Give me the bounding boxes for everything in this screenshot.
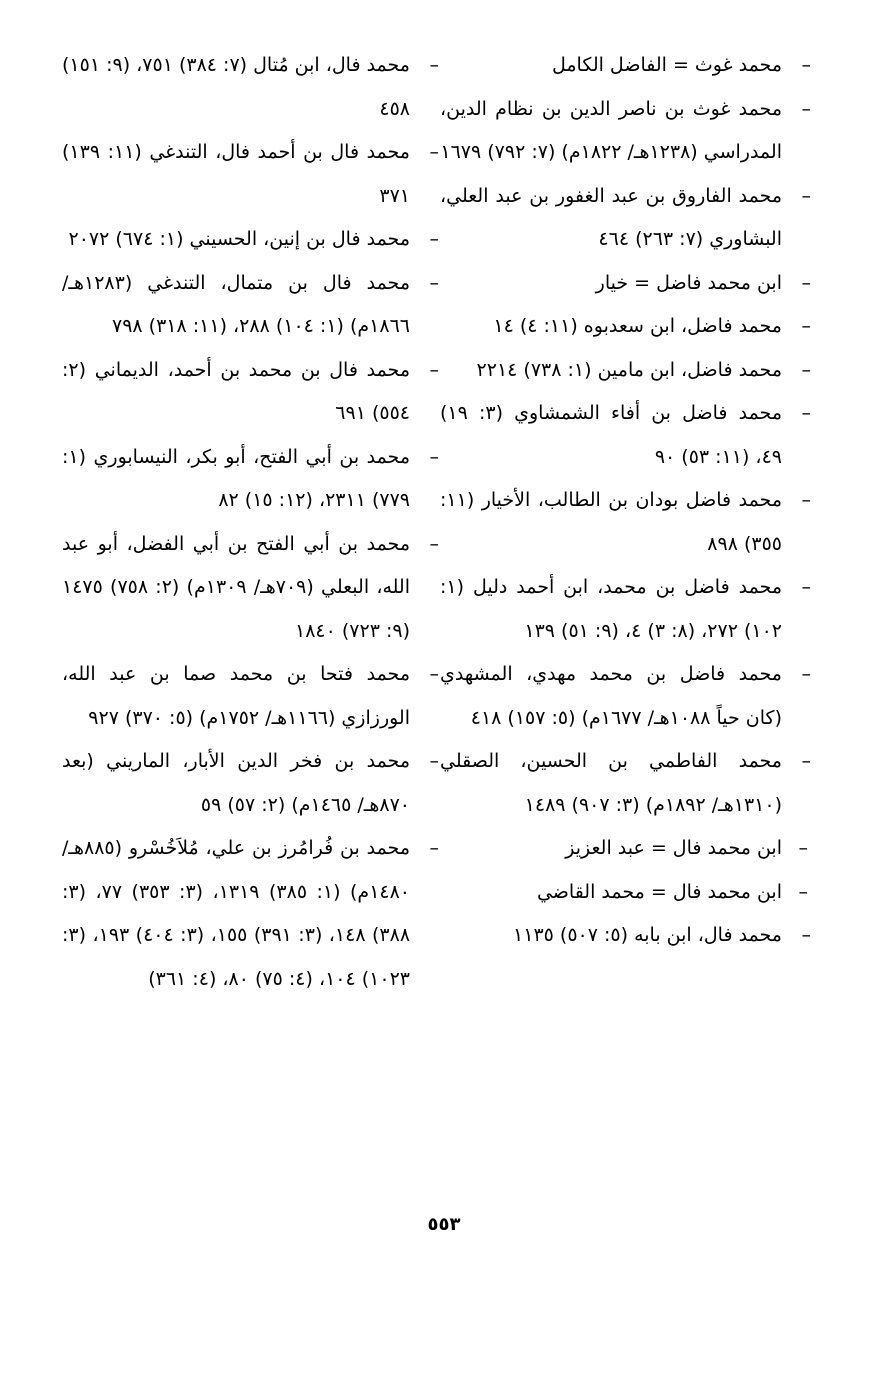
index-entry xyxy=(62,740,439,827)
entry-text: محمد الفاروق بن عبد الغفور بن عبد العلي، البشاوري (٧: ٢٦٣) ٤٦٤ xyxy=(440,184,782,250)
index-entry xyxy=(440,479,811,566)
entry-dash: – xyxy=(429,54,439,76)
entry-text: ابن محمد فال = عبد العزيز xyxy=(565,837,782,859)
entry-text: محمد فاضل بن محمد، ابن أحمد دليل (١: ١٠٢) ٢٧٢، (٨: ٣) ٤، (٩: ٥١) ١٣٩ xyxy=(440,576,782,642)
index-entry xyxy=(62,653,439,740)
index-entry xyxy=(62,523,439,654)
entry-text: محمد فاضل بن أفاء الشمشاوي (٣: ١٩) ٤٩، (١١: ٥٣) ٩٠ xyxy=(440,402,782,468)
index-entry xyxy=(440,44,811,88)
entry-text: محمد فاضل، ابن سعدبوه (١١: ٤) ١٤ xyxy=(493,315,782,337)
index-entry xyxy=(440,88,811,175)
index-entry xyxy=(440,305,811,349)
entry-dash: – xyxy=(801,97,811,120)
index-entry xyxy=(440,262,811,306)
entry-text: محمد فال بن إنين، الحسيني (١: ٦٧٤) ٢٠٧٢ xyxy=(68,228,410,250)
entry-dash: – xyxy=(798,837,808,859)
entry-dash: – xyxy=(801,750,811,772)
entry-dash: – xyxy=(801,663,811,685)
entry-dash: – xyxy=(801,924,811,946)
index-column-right xyxy=(440,44,811,958)
index-entry xyxy=(440,566,811,653)
entry-dash: – xyxy=(801,402,811,424)
entry-dash: – xyxy=(429,141,439,163)
index-entry xyxy=(62,436,439,523)
entry-dash: – xyxy=(429,532,439,555)
entry-text: محمد فاضل بودان بن الطالب، الأخيار (١١: ٣٥٥) ٨٩٨ xyxy=(440,489,782,555)
entry-dash: – xyxy=(429,445,439,468)
index-entry xyxy=(440,740,811,827)
entry-dash: – xyxy=(801,489,811,511)
index-entry xyxy=(440,871,808,915)
entry-text: محمد فال بن متمال، التندغي (١٢٨٣هـ/ ١٨٦٦م) (١: ١٠٤) ٢٨٨، (١١: ٣١٨) ٧٩٨ xyxy=(62,271,410,337)
index-entry xyxy=(62,349,439,436)
index-entry xyxy=(62,218,439,262)
entry-text: محمد غوث بن ناصر الدين بن نظام الدين، المدراسي (١٢٣٨هـ/ ١٨٢٢م) (٧: ٧٩٢) ١٦٧٩ xyxy=(440,97,782,163)
index-column-left xyxy=(61,44,439,1001)
entry-text: محمد فال، ابن بابه (٥: ٥٠٧) ١١٣٥ xyxy=(513,924,782,946)
index-entry xyxy=(440,653,811,740)
index-entry xyxy=(440,914,811,958)
entry-text: محمد فال بن محمد بن أحمد، الديماني (٢: ٥٥٤) ٦٩١ xyxy=(62,358,410,424)
index-entry xyxy=(62,827,439,1001)
entry-dash: – xyxy=(801,576,811,598)
entry-text: محمد فاضل بن محمد مهدي، المشهدي (كان حياً ١٠٨٨هـ/ ١٦٧٧م) (٥: ١٥٧) ٤١٨ xyxy=(440,663,782,729)
index-entry xyxy=(61,44,439,131)
entry-dash: – xyxy=(429,837,439,859)
entry-text: محمد فتحا بن محمد صما بن عبد الله، الورزازي (١١٦٦هـ/ ١٧٥٢م) (٥: ٣٧٠) ٩٢٧ xyxy=(62,663,410,729)
index-entry xyxy=(440,392,811,479)
entry-dash: – xyxy=(429,271,439,294)
entry-text: ابن محمد فاضل = خيار xyxy=(595,271,782,294)
entry-dash: – xyxy=(801,54,811,76)
entry-dash: – xyxy=(429,358,439,381)
index-entry xyxy=(440,349,811,393)
entry-text: محمد بن فخر الدين الأبار، الماريني (بعد ٨٧٠هـ/ ١٤٦٥م) (٢: ٥٧) ٥٩ xyxy=(62,750,410,816)
entry-dash: – xyxy=(801,315,811,337)
entry-text: محمد فال، ابن مُتال (٧: ٣٨٤) ٧٥١، (٩: ١٥١) ٤٥٨ xyxy=(61,54,410,120)
entry-text: محمد بن فُرامُرز بن علي، مُلاَخُسْرو (٨٨٥هـ/ ١٤٨٠م) (١: ٣٨٥) ١٣١٩، (٣: ٣٥٣) ٧٧، (٣: ٣٨٨) ١٤٨، (٣: ٣٩١) ١٥٥، (٣: ٤٠٤) ١٩٣، (٣: ١٠٢٣) ١٠٤، (٤: ٧٥) ٨٠، (٤: ٣٦١) xyxy=(62,837,411,990)
entry-dash: – xyxy=(429,663,439,685)
entry-text: محمد بن أبي الفتح، أبو بكر، النيسابوري (١: ٧٧٩) ٢٣١١، (١٢: ١٥) ٨٢ xyxy=(62,445,410,511)
page-number: ٥٥٣ xyxy=(427,1214,461,1235)
entry-text: محمد غوث = الفاضل الكامل xyxy=(551,54,782,76)
entry-text: محمد الفاطمي بن الحسين، الصقلي (١٣١٠هـ/ ١٨٩٢م) (٣: ٩٠٧) ١٤٨٩ xyxy=(440,750,782,816)
index-entry xyxy=(440,175,811,262)
index-entry xyxy=(62,262,439,349)
entry-dash: – xyxy=(801,358,811,381)
index-entry xyxy=(62,131,439,218)
entry-dash: – xyxy=(429,750,439,772)
entry-text: محمد بن أبي الفتح بن أبي الفضل، أبو عبد الله، البعلي (٧٠٩هـ/ ١٣٠٩م) (٢: ٧٥٨) ١٤٧٥ (٩: ٧٢٣) ١٨٤٠ xyxy=(62,532,410,642)
entry-text: محمد فاضل، ابن مامين (١: ٧٣٨) ٢٢١٤ xyxy=(476,358,782,381)
entry-text: محمد فال بن أحمد فال، التندغي (١١: ١٣٩) ٣٧١ xyxy=(62,141,410,207)
index-entry xyxy=(440,827,808,871)
entry-text: ابن محمد فال = محمد القاضي xyxy=(536,880,782,903)
entry-dash: – xyxy=(798,880,808,903)
entry-dash: – xyxy=(801,271,811,294)
entry-dash: – xyxy=(801,184,811,207)
entry-dash: – xyxy=(429,228,439,250)
